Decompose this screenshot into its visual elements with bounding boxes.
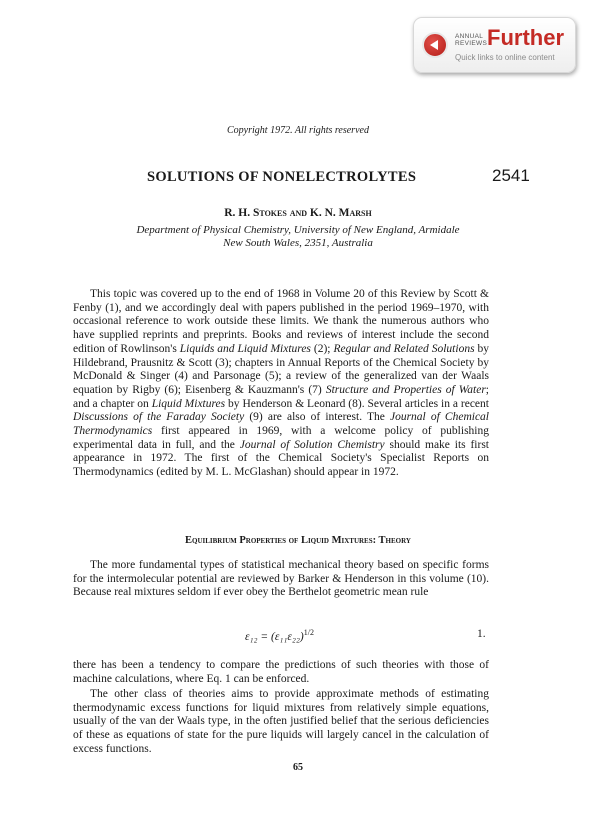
paragraph-text: ; and a chapter on (73, 383, 489, 410)
further-links-banner[interactable] (413, 17, 576, 73)
affiliation-line-1: Department of Physical Chemistry, University of New England, Armidale (136, 224, 460, 236)
article-authors: R. H. Stokes and K. N. Marsh (224, 207, 372, 219)
equation-text: $\varepsilon_{12} = (\varepsilon_{11}\varepsilon_{22})^{1/2}$ (245, 628, 314, 643)
equation-1 (245, 628, 314, 643)
paragraph-text: by Hildebrand, Prausnitz & Scott (3); chapters in Annual Reports of the Chemical Society by McDonald & Singer (4) and Parsonage (5); a review of the generalized van der Waals equation by Rigby (6); Eisenberg & Kauzmann's (7) (73, 342, 490, 396)
cited-title: Liquid Mixtures (151, 397, 226, 410)
paragraph-text: by Henderson & Leonard (8). Several articles in a recent (225, 397, 489, 410)
cited-title: Discussions of the Faraday Society (73, 411, 245, 424)
cited-title: Liquids and Liquid Mixtures (179, 342, 311, 355)
author-affiliation (0, 224, 596, 250)
annual-reviews-logo-line2: REVIEWS (455, 40, 488, 47)
equation-number: 1. (477, 628, 486, 640)
paragraph-text: (9) are also of interest. The (244, 411, 390, 424)
further-tagline[interactable]: Quick links to online content (455, 53, 555, 62)
section-heading: Equilibrium Properties of Liquid Mixtures: Theory (185, 535, 411, 546)
cited-title: Structure and Properties of Water (325, 383, 486, 396)
page-number: 65 (293, 762, 303, 773)
cited-title: Journal of Chemical Thermodynamics (73, 411, 489, 438)
cited-title: Regular and Related Solutions (333, 342, 475, 355)
copyright-notice: Copyright 1972. All rights reserved (227, 125, 369, 136)
theory-paragraph: The more fundamental types of statistical mechanical theory based on specific forms for the intermolecular potential are reviewed by Barker & Henderson in this volume (10). Because real mixtures seldom if ever obey the Berthelot geometric mean rule (73, 559, 489, 599)
page-code: 2541 (492, 166, 530, 185)
cited-title: Journal of Solution Chemistry (239, 438, 385, 451)
affiliation-line-2: New South Wales, 2351, Australia (223, 237, 373, 249)
paragraph-text: This topic was covered up to the end of 1968 in Volume 20 of this Review by Scott & Fenby (1), and we accordingly deal with papers published in the period 1969–1970, with occasional reference to work outside these limits. We thank the numerous authors who have supplied reprints and preprints. Books and reviews of interest include the second edition of Rowlinson's (73, 288, 489, 355)
annual-reviews-logo-line1: ANNUAL (455, 33, 484, 40)
equation-followup-paragraph: there has been a tendency to compare the predictions of such theories with those of machine calculations, where Eq. 1 can be enforced. (73, 659, 489, 685)
excess-functions-paragraph: The other class of theories aims to provide approximate methods of estimating thermodynamic excess functions for liquid mixtures from relatively simple equations, usually of the van der Waals type, in the often justified belief that the serious deficiencies of these as equations of state for the pure liquids will largely cancel in the calculation of excess functions. (73, 688, 489, 755)
further-headline[interactable]: Further (487, 25, 564, 50)
paragraph-text: (2); (310, 342, 334, 355)
back-arrow-circle-icon[interactable] (422, 32, 448, 58)
paragraph-text: should make its first appearance in 1972. The first of the Chemical Society's Specialist Reports on Thermodynamics (edited by M. L. McGlashan) should appear in 1972. (73, 438, 489, 479)
article-title: SOLUTIONS OF NONELECTROLYTES (147, 169, 417, 185)
intro-paragraph (73, 288, 489, 480)
paragraph-text: first appeared in 1969, with a welcome policy of publishing experimental data in full, and the (73, 425, 489, 451)
